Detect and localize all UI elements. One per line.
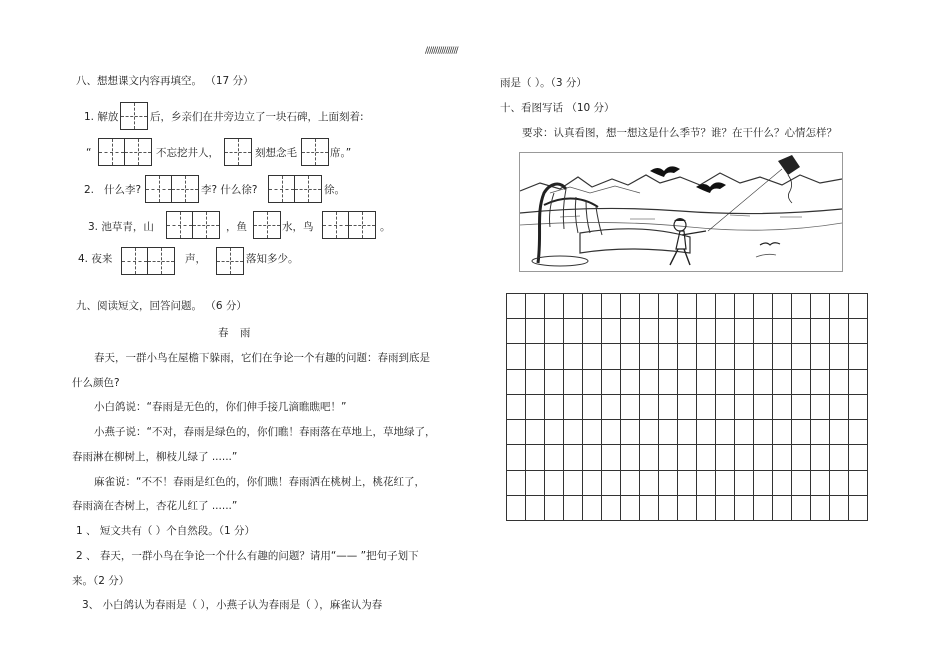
writing-grid[interactable] bbox=[506, 293, 868, 521]
q2-text-3: 徐。 bbox=[324, 184, 345, 196]
answer-box[interactable] bbox=[322, 211, 376, 239]
answer-box[interactable] bbox=[166, 211, 220, 239]
q3-text-4: 。 bbox=[380, 221, 391, 233]
question-1: 1 、 短文共有（ ）个自然段。（1 分） bbox=[76, 525, 255, 537]
quote-open: “ bbox=[86, 147, 92, 159]
section-8-title: 八、想想课文内容再填空。 （17 分） bbox=[76, 75, 254, 87]
requirement-text: 要求：认真看图，想一想这是什么季节？谁？在干什么？心情怎样？ bbox=[522, 127, 837, 139]
paragraph-2: 小白鸽说：“春雨是无色的，你们伸手接几滴瞧瞧吧！” bbox=[94, 401, 347, 413]
paragraph-3b: 春雨淋在柳树上，柳枝儿绿了 ......” bbox=[72, 451, 238, 463]
q1-text-3: 刻想念毛 bbox=[255, 147, 297, 159]
question-3: 3、 小白鸽认为春雨是（ ），小燕子认为春雨是（ ），麻雀认为春 bbox=[82, 599, 383, 611]
question-3-continued: 雨是（ ）。（3 分） bbox=[500, 77, 587, 89]
section-9-title: 九、阅读短文，回答问题。 （6 分） bbox=[76, 300, 247, 312]
paragraph-4b: 春雨滴在杏树上，杏花儿红了 ......” bbox=[72, 500, 238, 512]
spring-kite-illustration bbox=[519, 152, 843, 272]
q4-text-2: 声， bbox=[185, 253, 206, 265]
answer-box[interactable] bbox=[268, 175, 322, 203]
answer-box[interactable] bbox=[216, 247, 244, 275]
answer-box[interactable] bbox=[253, 211, 281, 239]
paragraph-1b: 什么颜色? bbox=[72, 377, 120, 389]
paragraph-4a: 麻雀说：“不不！春雨是红色的，你们瞧！春雨洒在桃树上，桃花红了， bbox=[94, 476, 425, 488]
q1-prefix: 1. 解放 bbox=[84, 111, 119, 123]
answer-box[interactable] bbox=[98, 138, 152, 166]
answer-box[interactable] bbox=[224, 138, 252, 166]
answer-box[interactable] bbox=[121, 247, 175, 275]
story-title: 春 雨 bbox=[218, 327, 255, 339]
paragraph-1a: 春天，一群小鸟在屋檐下躲雨，它们在争论一个有趣的问题：春雨到底是 bbox=[94, 352, 430, 364]
q3-text: 3. 池草青，山 bbox=[88, 221, 154, 233]
answer-box[interactable] bbox=[145, 175, 199, 203]
question-2b: 来。（2 分） bbox=[72, 575, 130, 587]
q1-text: 后，乡亲们在井旁边立了一块石碑，上面刻着: bbox=[150, 111, 364, 123]
q4-text-3: 落知多少。 bbox=[246, 253, 299, 265]
q1-text-2: 不忘挖井人， bbox=[156, 147, 219, 159]
answer-box[interactable] bbox=[120, 102, 148, 130]
answer-box[interactable] bbox=[301, 138, 329, 166]
q2-text: 什么李? bbox=[104, 184, 142, 196]
page-header: //////////////// bbox=[425, 46, 458, 56]
q3-text-2: ，鱼 bbox=[226, 221, 247, 233]
section-10-title: 十、看图写话 （10 分） bbox=[500, 102, 615, 114]
question-2a: 2 、 春天，一群小鸟在争论一个什么有趣的问题？请用“—— ”把句子划下 bbox=[76, 550, 419, 562]
q4-text: 4. 夜来 bbox=[78, 253, 113, 265]
q3-text-3: 水，鸟 bbox=[282, 221, 314, 233]
q2-text-2: 李? 什么徐? bbox=[201, 184, 258, 196]
illustration-drawing bbox=[520, 153, 842, 271]
paragraph-3a: 小燕子说：“不对，春雨是绿色的，你们瞧！春雨落在草地上，草地绿了， bbox=[94, 426, 436, 438]
q2-prefix: 2. bbox=[84, 184, 95, 196]
q1-text-4: 席。” bbox=[330, 147, 352, 159]
